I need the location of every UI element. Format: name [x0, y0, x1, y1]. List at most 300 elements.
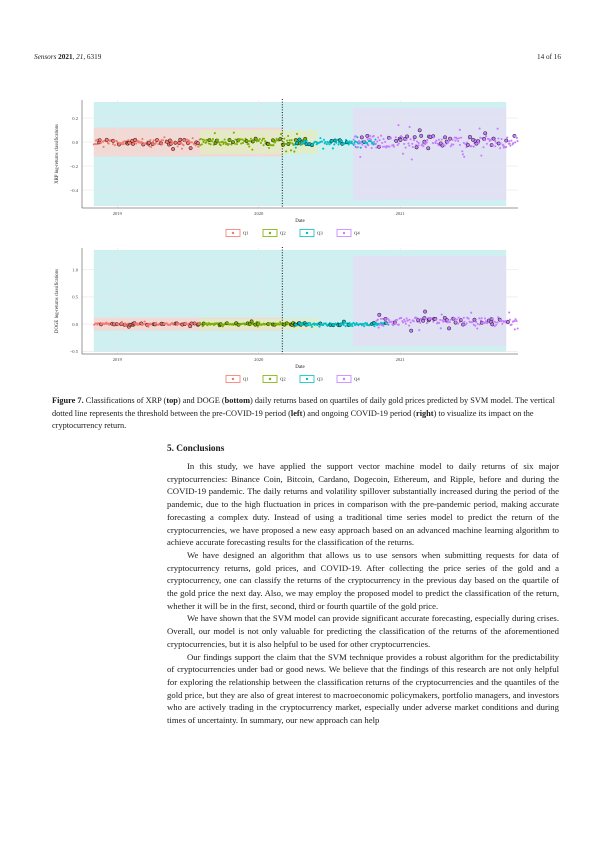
data-point-q4	[470, 312, 472, 314]
x-tick-label: 2021	[395, 357, 405, 362]
caption-text: ) and ongoing COVID-19 period (	[302, 408, 417, 418]
data-point-q4	[359, 156, 361, 158]
data-point-q4	[455, 321, 457, 323]
data-point-q4	[360, 136, 363, 139]
data-point-q4	[381, 142, 383, 144]
data-point-q4	[485, 320, 487, 322]
data-point-q4	[456, 319, 458, 321]
data-point-q3	[366, 322, 368, 324]
data-point-q1	[143, 323, 145, 325]
data-point-q4	[363, 141, 365, 143]
data-point-q4	[435, 142, 437, 144]
data-point-q4	[395, 323, 397, 325]
data-point-q4	[435, 140, 437, 142]
data-point-q4	[402, 153, 404, 155]
data-point-q3	[351, 141, 353, 143]
data-point-q3	[319, 137, 321, 139]
data-point-q4	[509, 145, 511, 147]
data-point-q3	[311, 326, 313, 328]
data-point-q4	[459, 129, 461, 131]
data-point-q4	[361, 144, 363, 146]
data-point-q2	[260, 142, 262, 144]
data-point-q3	[326, 143, 328, 145]
data-point-q3	[335, 142, 337, 144]
data-point-q4	[367, 144, 369, 146]
data-point-q3	[335, 139, 337, 141]
data-point-q4	[413, 135, 416, 138]
data-point-q1	[163, 136, 165, 138]
data-point-q4	[443, 136, 446, 139]
data-point-q4	[461, 319, 463, 321]
data-point-q4	[411, 143, 413, 145]
data-point-q3	[337, 143, 339, 145]
data-point-q4	[514, 328, 516, 330]
data-point-q4	[406, 317, 408, 319]
journal-year: 2021	[58, 53, 73, 61]
data-point-q2	[248, 145, 250, 147]
data-point-q2	[221, 323, 223, 325]
data-point-q4	[449, 321, 451, 323]
data-point-q4	[405, 147, 407, 149]
x-tick-label: 2021	[395, 211, 405, 216]
running-header-citation: Sensors 2021, 21, 6319	[34, 53, 102, 61]
caption-bold: right	[416, 408, 434, 418]
paragraph: We have designed an algorithm that allows us to use sensors when submitting requests for data of cryptocurrency returns, gold prices, and COVID-19. After collecting the price series of the gold and a cryptocurrency, one can classify the returns of the cryptocurrency in the previous day based on the quartile of the gold price the next day. Also, we may employ the proposed model to predict the classification of the return, whether it will be in the first, second, third or fourth quartile of the gold price.	[167, 549, 559, 611]
data-point-q2	[220, 144, 222, 146]
data-point-q2	[245, 139, 248, 142]
legend-label: Q2	[280, 376, 286, 382]
data-point-q4	[500, 138, 502, 140]
data-point-q1	[171, 147, 174, 150]
data-point-q1	[177, 145, 179, 147]
caption-bold: left	[290, 408, 303, 418]
data-point-q4	[461, 323, 464, 326]
y-axis-label: XRP log-returns classifications	[55, 124, 60, 184]
x-tick-label: 2020	[254, 357, 264, 362]
data-point-q4	[427, 147, 430, 150]
data-point-q4	[426, 141, 428, 143]
data-point-q4	[386, 323, 388, 325]
data-point-q1	[149, 139, 151, 141]
data-point-q4	[492, 137, 495, 140]
data-point-q4	[484, 317, 486, 319]
data-point-q4	[373, 141, 375, 143]
data-point-q4	[418, 329, 420, 331]
legend-marker	[306, 232, 308, 234]
data-point-q3	[343, 324, 345, 326]
data-point-q3	[308, 324, 310, 326]
data-point-q4	[478, 142, 480, 144]
legend-label: Q3	[317, 376, 323, 382]
data-point-q4	[477, 323, 479, 325]
data-point-q2	[268, 147, 270, 149]
data-point-q1	[100, 142, 102, 144]
data-point-q4	[418, 129, 421, 132]
x-tick-label: 2019	[112, 357, 122, 362]
data-point-q4	[413, 320, 415, 322]
legend-marker	[343, 232, 345, 234]
data-point-q3	[347, 140, 349, 142]
data-point-q4	[382, 146, 384, 148]
data-point-q4	[468, 135, 471, 138]
data-point-q4	[399, 138, 402, 141]
data-point-q2	[230, 139, 232, 141]
data-point-q4	[417, 144, 419, 146]
data-point-q4	[454, 140, 456, 142]
article-number: 6319	[86, 53, 102, 61]
data-point-q4	[476, 327, 478, 329]
data-point-q3	[363, 325, 365, 327]
caption-text: ) daily returns based on quartiles of daily gold prices predicted by SVM model. The vertical dotted line represents the threshold between the pre-COVID-19 period (	[52, 396, 555, 418]
figure-label: Figure 7.	[52, 396, 84, 405]
data-point-q3	[321, 141, 323, 143]
data-point-q1	[150, 146, 152, 148]
caption-bold: top	[166, 396, 178, 405]
y-tick-label: 0.0	[72, 321, 78, 327]
data-point-q2	[258, 321, 260, 323]
data-point-q1	[123, 140, 125, 142]
data-point-q4	[435, 319, 437, 321]
data-point-q4	[385, 320, 387, 322]
data-point-q2	[289, 142, 291, 144]
data-point-q2	[217, 139, 219, 141]
data-point-q4	[397, 124, 399, 126]
data-point-q4	[380, 318, 382, 320]
data-point-q3	[322, 148, 324, 150]
paragraph: In this study, we have applied the support vector machine model to daily returns of six major cryptocurrencies: Binance Coin, Bitcoin, Cardano, Dogecoin, Ethereum, and Ripple, before and during the COVID-19 pandemic. The daily returns and volatility spillover substantially increased during the period of the pandemic, due to the high fluctuation in prices in comparison with the pre-pandemic period, making accurate forecasting a complex duty. Instead of using a traditional time series model to predict the return of the cryptocurrencies, we have proposed a new easy approach based on an advanced machine learning algorithm to achieve accurate forecasting results for the classification of the returns.	[167, 461, 559, 548]
data-point-q2	[290, 149, 292, 151]
data-point-q2	[279, 137, 282, 140]
data-point-q4	[438, 322, 440, 324]
data-point-q4	[393, 146, 395, 148]
data-point-q4	[408, 145, 410, 147]
data-point-q1	[182, 144, 184, 146]
data-point-q4	[515, 318, 517, 320]
data-point-q2	[288, 139, 290, 141]
data-point-q1	[197, 146, 199, 148]
data-point-q4	[452, 144, 454, 146]
data-point-q2	[236, 143, 238, 145]
data-point-q1	[195, 144, 197, 146]
data-point-q2	[259, 138, 261, 140]
data-point-q4	[463, 156, 465, 158]
data-point-q4	[495, 324, 497, 326]
data-point-q3	[354, 140, 356, 142]
data-point-q2	[272, 144, 274, 146]
data-point-q1	[147, 141, 150, 144]
data-point-q4	[419, 322, 421, 324]
data-point-q4	[418, 142, 420, 144]
data-point-q4	[471, 145, 473, 147]
data-point-q4	[466, 143, 469, 146]
data-point-q1	[162, 139, 164, 141]
data-point-q4	[360, 142, 362, 144]
data-point-q4	[398, 324, 400, 326]
data-point-q4	[496, 321, 498, 323]
doge-chart-svg	[30, 246, 565, 390]
data-point-q2	[240, 143, 242, 145]
y-tick-label: −0.4	[69, 187, 78, 193]
data-point-q4	[450, 319, 452, 321]
data-point-q4	[456, 138, 458, 140]
data-point-q2	[261, 140, 263, 142]
legend-marker	[269, 378, 271, 380]
data-point-q3	[350, 325, 352, 327]
xrp-chart-svg	[30, 88, 565, 240]
data-point-q4	[382, 318, 384, 320]
data-point-q2	[224, 138, 226, 140]
data-point-q4	[453, 317, 455, 319]
data-point-q4	[448, 140, 450, 142]
data-point-q4	[474, 325, 476, 327]
data-point-q4	[459, 144, 461, 146]
data-point-q4	[510, 140, 512, 142]
data-point-q2	[218, 141, 220, 143]
data-point-q4	[398, 142, 400, 144]
data-point-q4	[402, 321, 404, 323]
data-point-q1	[144, 320, 146, 322]
legend-marker	[306, 378, 308, 380]
data-point-q4	[388, 145, 390, 147]
data-point-q4	[450, 145, 452, 147]
data-point-q4	[468, 318, 470, 320]
data-point-q4	[441, 138, 443, 140]
data-point-q3	[341, 140, 343, 142]
data-point-q2	[283, 141, 285, 143]
data-point-q4	[355, 135, 357, 137]
data-point-q4	[409, 126, 411, 128]
data-point-q4	[480, 155, 482, 157]
x-tick-label: 2020	[254, 211, 264, 216]
data-point-q2	[242, 142, 244, 144]
data-point-q4	[440, 327, 442, 329]
section-heading: 5. Conclusions	[167, 444, 225, 454]
data-point-q4	[486, 143, 488, 145]
data-point-q4	[391, 321, 393, 323]
data-point-q4	[447, 327, 450, 330]
data-point-q4	[499, 147, 501, 149]
data-point-q4	[473, 146, 475, 148]
data-point-q4	[432, 321, 434, 323]
data-point-q4	[488, 138, 490, 140]
data-point-q4	[499, 142, 501, 144]
data-point-q4	[444, 145, 446, 147]
data-point-q4	[497, 137, 499, 139]
data-point-q4	[508, 311, 510, 313]
data-point-q1	[124, 322, 126, 324]
data-point-q2	[280, 133, 282, 135]
caption-text: Classifications of XRP (	[83, 396, 167, 405]
caption-text: ) to visualize its impact on the cryptocurrency return.	[52, 408, 534, 431]
data-point-q4	[475, 321, 477, 323]
data-point-q1	[153, 139, 155, 141]
data-point-q4	[497, 128, 499, 130]
data-point-q4	[492, 318, 494, 320]
data-point-q4	[388, 319, 390, 321]
data-point-q4	[403, 319, 405, 321]
data-point-q1	[148, 145, 150, 147]
data-point-q4	[463, 317, 465, 319]
data-point-q4	[373, 135, 375, 137]
data-point-q4	[410, 138, 412, 140]
data-point-q4	[506, 320, 509, 323]
data-point-q1	[112, 143, 114, 145]
data-point-q4	[479, 137, 481, 139]
y-tick-label: −0.5	[69, 349, 78, 355]
data-point-q1	[108, 143, 110, 145]
doge-chart	[30, 246, 565, 390]
legend-label: Q4	[354, 376, 360, 382]
data-point-q4	[403, 143, 405, 145]
data-point-q4	[506, 137, 508, 139]
data-point-q2	[263, 144, 265, 146]
data-point-q4	[442, 143, 444, 145]
data-point-q4	[379, 139, 381, 141]
data-point-q4	[376, 140, 378, 142]
data-point-q4	[457, 323, 459, 325]
legend-marker	[232, 378, 234, 380]
data-point-q4	[413, 139, 415, 141]
data-point-q4	[482, 146, 484, 148]
data-point-q4	[509, 319, 511, 321]
data-point-q1	[123, 143, 125, 145]
data-point-q4	[426, 139, 428, 141]
data-point-q2	[258, 140, 260, 142]
figure-caption	[52, 395, 560, 433]
data-point-q4	[353, 143, 355, 145]
data-point-q4	[407, 142, 409, 144]
legend-label: Q1	[243, 376, 249, 382]
data-point-q4	[460, 137, 462, 139]
data-point-q3	[295, 147, 297, 149]
data-point-q1	[171, 142, 173, 144]
legend-label: Q4	[354, 230, 360, 236]
data-point-q4	[382, 325, 384, 327]
data-point-q4	[395, 139, 398, 142]
data-point-q4	[466, 322, 468, 324]
data-point-q1	[171, 140, 173, 142]
data-point-q2	[228, 143, 230, 145]
data-point-q4	[492, 144, 494, 146]
data-point-q4	[371, 147, 373, 149]
data-point-q4	[512, 142, 514, 144]
data-point-q4	[365, 146, 367, 148]
data-point-q2	[205, 141, 207, 143]
data-point-q2	[201, 143, 203, 145]
caption-text: ) and DOGE (	[177, 396, 225, 405]
data-point-q4	[517, 140, 519, 142]
data-point-q1	[135, 143, 137, 145]
data-point-q4	[478, 317, 480, 319]
paragraph: We have shown that the SVM model can provide significant accurate forecasting, especially during crises. Overall, our model is not only valuable for predicting the classification of the returns of the aforementioned cryptocurrencies, but it is also helpful to be used for other cryptocurrencies.	[167, 613, 559, 649]
data-point-q1	[189, 146, 192, 149]
x-axis-label: Date	[295, 365, 305, 370]
page-number: 14 of 16	[537, 53, 561, 61]
data-point-q2	[235, 138, 237, 140]
data-point-q4	[370, 138, 372, 140]
band-q4	[353, 108, 506, 200]
data-point-q1	[141, 138, 143, 140]
data-point-q3	[323, 139, 325, 141]
data-point-q4	[438, 139, 440, 141]
data-point-q2	[199, 322, 201, 324]
data-point-q3	[332, 147, 334, 149]
legend-marker	[269, 232, 271, 234]
data-point-q4	[422, 145, 424, 147]
data-point-q4	[484, 139, 486, 141]
data-point-q4	[426, 322, 428, 324]
data-point-q1	[196, 142, 199, 145]
y-axis-label: DOGE log-returns classifications	[55, 269, 60, 333]
data-point-q2	[202, 141, 204, 143]
data-point-q2	[284, 143, 286, 145]
journal-volume: 21	[76, 53, 84, 61]
data-point-q4	[409, 329, 412, 332]
data-point-q4	[485, 135, 487, 137]
data-point-q3	[299, 139, 301, 141]
data-point-q3	[345, 325, 347, 327]
caption-bold: bottom	[224, 396, 250, 405]
data-point-q2	[248, 143, 250, 145]
data-point-q2	[211, 140, 213, 142]
data-point-q4	[395, 136, 397, 138]
data-point-q4	[411, 158, 413, 160]
data-point-q2	[200, 138, 202, 140]
data-point-q4	[473, 318, 476, 321]
data-point-q4	[378, 313, 381, 316]
data-point-q3	[349, 140, 351, 142]
data-point-q2	[250, 138, 252, 140]
data-point-q1	[192, 137, 194, 139]
data-point-q4	[505, 146, 507, 148]
data-point-q1	[181, 148, 183, 150]
data-point-q4	[501, 323, 503, 325]
journal-name: Sensors	[34, 53, 57, 61]
data-point-q4	[458, 137, 460, 139]
data-point-q4	[483, 132, 486, 135]
data-point-q2	[212, 138, 214, 140]
legend-label: Q3	[317, 230, 323, 236]
data-point-q3	[306, 140, 308, 142]
data-point-q3	[374, 139, 376, 141]
legend-label: Q2	[280, 230, 286, 236]
data-point-q2	[238, 140, 240, 142]
data-point-q2	[234, 143, 236, 145]
data-point-q1	[179, 138, 182, 141]
data-point-q4	[479, 128, 481, 130]
data-point-q3	[309, 322, 311, 324]
data-point-q2	[293, 151, 295, 153]
data-point-q3	[338, 138, 341, 141]
data-point-q4	[515, 320, 517, 322]
data-point-q4	[491, 323, 494, 326]
data-point-q4	[408, 319, 410, 321]
data-point-q4	[416, 140, 418, 142]
data-point-q4	[423, 310, 426, 313]
data-point-q2	[296, 133, 298, 135]
data-point-q4	[401, 136, 403, 138]
data-point-q4	[379, 145, 381, 147]
data-point-q4	[404, 320, 406, 322]
data-point-q3	[324, 141, 326, 143]
legend-marker	[343, 378, 345, 380]
data-point-q2	[257, 325, 259, 327]
data-point-q1	[147, 326, 149, 328]
data-point-q2	[242, 139, 244, 141]
data-point-q4	[509, 143, 511, 145]
data-point-q4	[374, 143, 376, 145]
data-point-q2	[291, 139, 293, 141]
